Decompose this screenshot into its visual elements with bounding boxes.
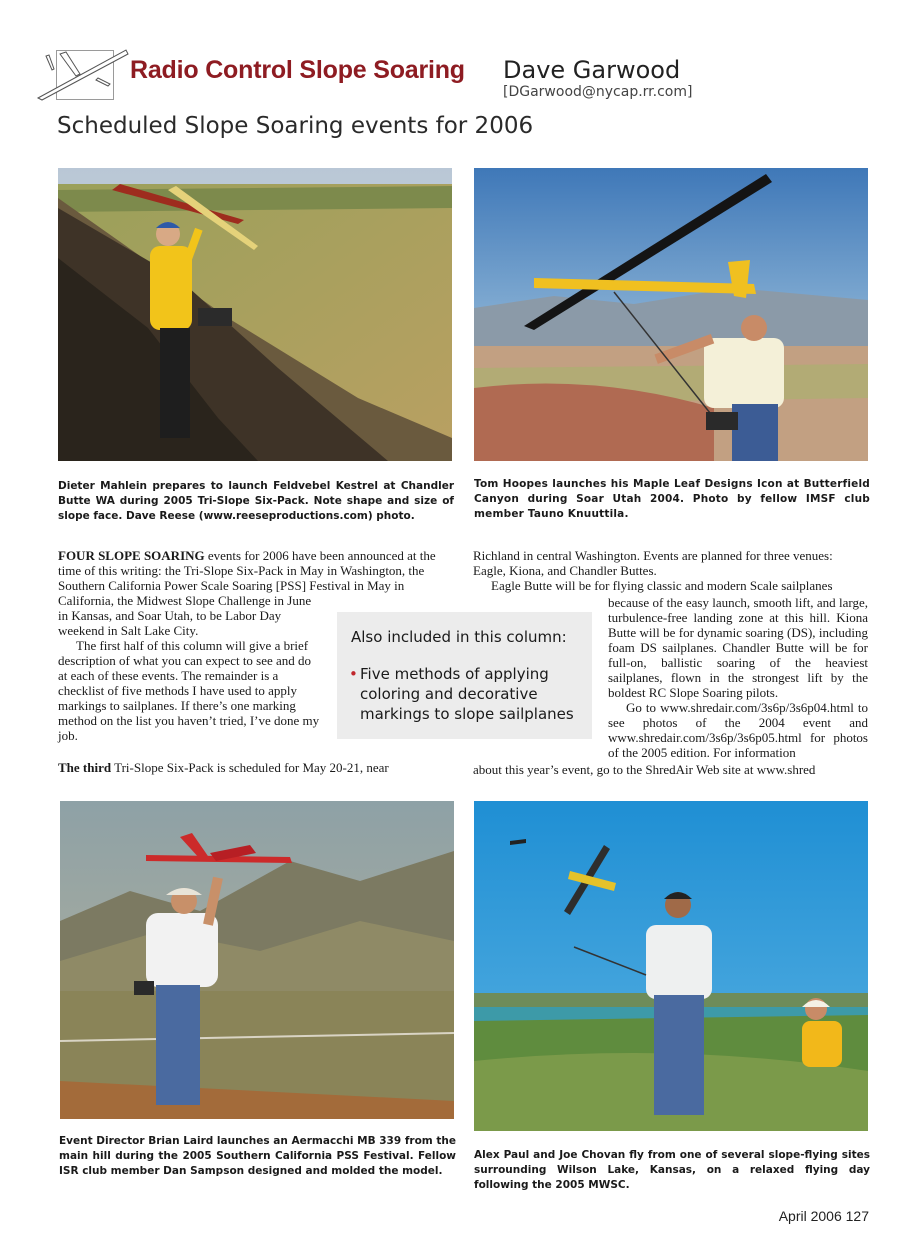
photo-wilson-lake — [474, 801, 868, 1131]
sidebar-item-text: Five methods of applying coloring and decorative markings to slope sailplanes — [360, 665, 574, 723]
column-title: Radio Control Slope Soaring — [130, 56, 465, 84]
lead-in: FOUR SLOPE SOARING — [58, 548, 205, 563]
photo-caption: Event Director Brian Laird launches an Aermacchi MB 339 from the main hill during the 2005 Southern California PSS Festival. Fellow ISR club member Dan Sampson designed and molded the model. — [59, 1135, 456, 1177]
bullet-icon: • — [349, 665, 358, 683]
photo-caption: Dieter Mahlein prepares to launch Feldvebel Kestrel at Chandler Butte WA during 2005 Tri-Slope Six-Pack. Note shape and size of slope face. Dave Reese (www.reeseproductions.com) photo. — [58, 480, 454, 522]
photo-aermacchi-launch — [60, 801, 454, 1119]
page-folio: April 2006 127 — [778, 1208, 869, 1224]
column-logo — [36, 46, 130, 102]
sidebar-item — [349, 664, 581, 724]
body-paragraph: FOUR SLOPE SOARING events for 2006 have been announced at the time of this writing: the Tri-Slope Six-Pack in May in Washington, the Southern California Power Scale Soaring [PSS] Festival in May in — [58, 548, 436, 593]
sidebar-title: Also included in this column: — [351, 628, 567, 646]
body-paragraph: The third Tri-Slope Six-Pack is scheduled for May 20-21, near — [58, 760, 389, 775]
photo-kestrel-launch — [58, 168, 452, 461]
photo-icon-launch — [474, 168, 868, 461]
section-lead-in: The third — [58, 760, 112, 775]
author-name: Dave Garwood — [503, 56, 681, 84]
body-paragraph: Richland in central Washington. Events are planned for three venues: Eagle, Kiona, and Chandler Buttes. Eagle Butte will be for flying classic and modern Scale sailplanes — [473, 548, 833, 593]
photo-caption: Alex Paul and Joe Chovan fly from one of several slope-flying sites surrounding Wilson Lake, Kansas, on a relaxed flying day following the 2005 MWSC. — [474, 1149, 870, 1191]
photo-caption: Tom Hoopes launches his Maple Leaf Designs Icon at Butterfield Canyon during Soar Utah 2004. Photo by fellow IMSF club member Tauno Knuuttila. — [474, 478, 870, 520]
body-paragraph: about this year’s event, go to the ShredAir Web site at www.shred — [473, 762, 816, 777]
body-paragraph: because of the easy launch, smooth lift, and large, turbulence-free landing zone at this hill. Kiona Butte will be for dynamic soaring (DS), including foam DS sailplanes. Chandler Butte will be for full-on, ballistic soaring of the heaviest sailplanes, flown in the strongest lift by the boldest RC Slope Soaring pilots. Go to www.shredair.com/3s6p/3s6p04.html to see photos of the 2004 event and www.shredair.com/3s6p/3s6p05.html for photos of the 2005 edition. For information — [608, 595, 868, 760]
article-subhead: Scheduled Slope Soaring events for 2006 — [57, 113, 534, 139]
sailplane-logo-icon — [36, 46, 130, 102]
body-paragraph: California, the Midwest Slope Challenge in June in Kansas, and Soar Utah, to be Labor Day weekend in Salt Lake City. The first half of this column will give a brief description of what you can expect to see and do at each of these events. The remainder is a checklist of five methods I have used to apply markings to sailplanes. If there’s one marking method on the list you haven’t tried, I’ve done my job. — [58, 593, 320, 743]
sidebar-box — [337, 612, 592, 739]
author-email: [DGarwood@nycap.rr.com] — [503, 84, 693, 100]
